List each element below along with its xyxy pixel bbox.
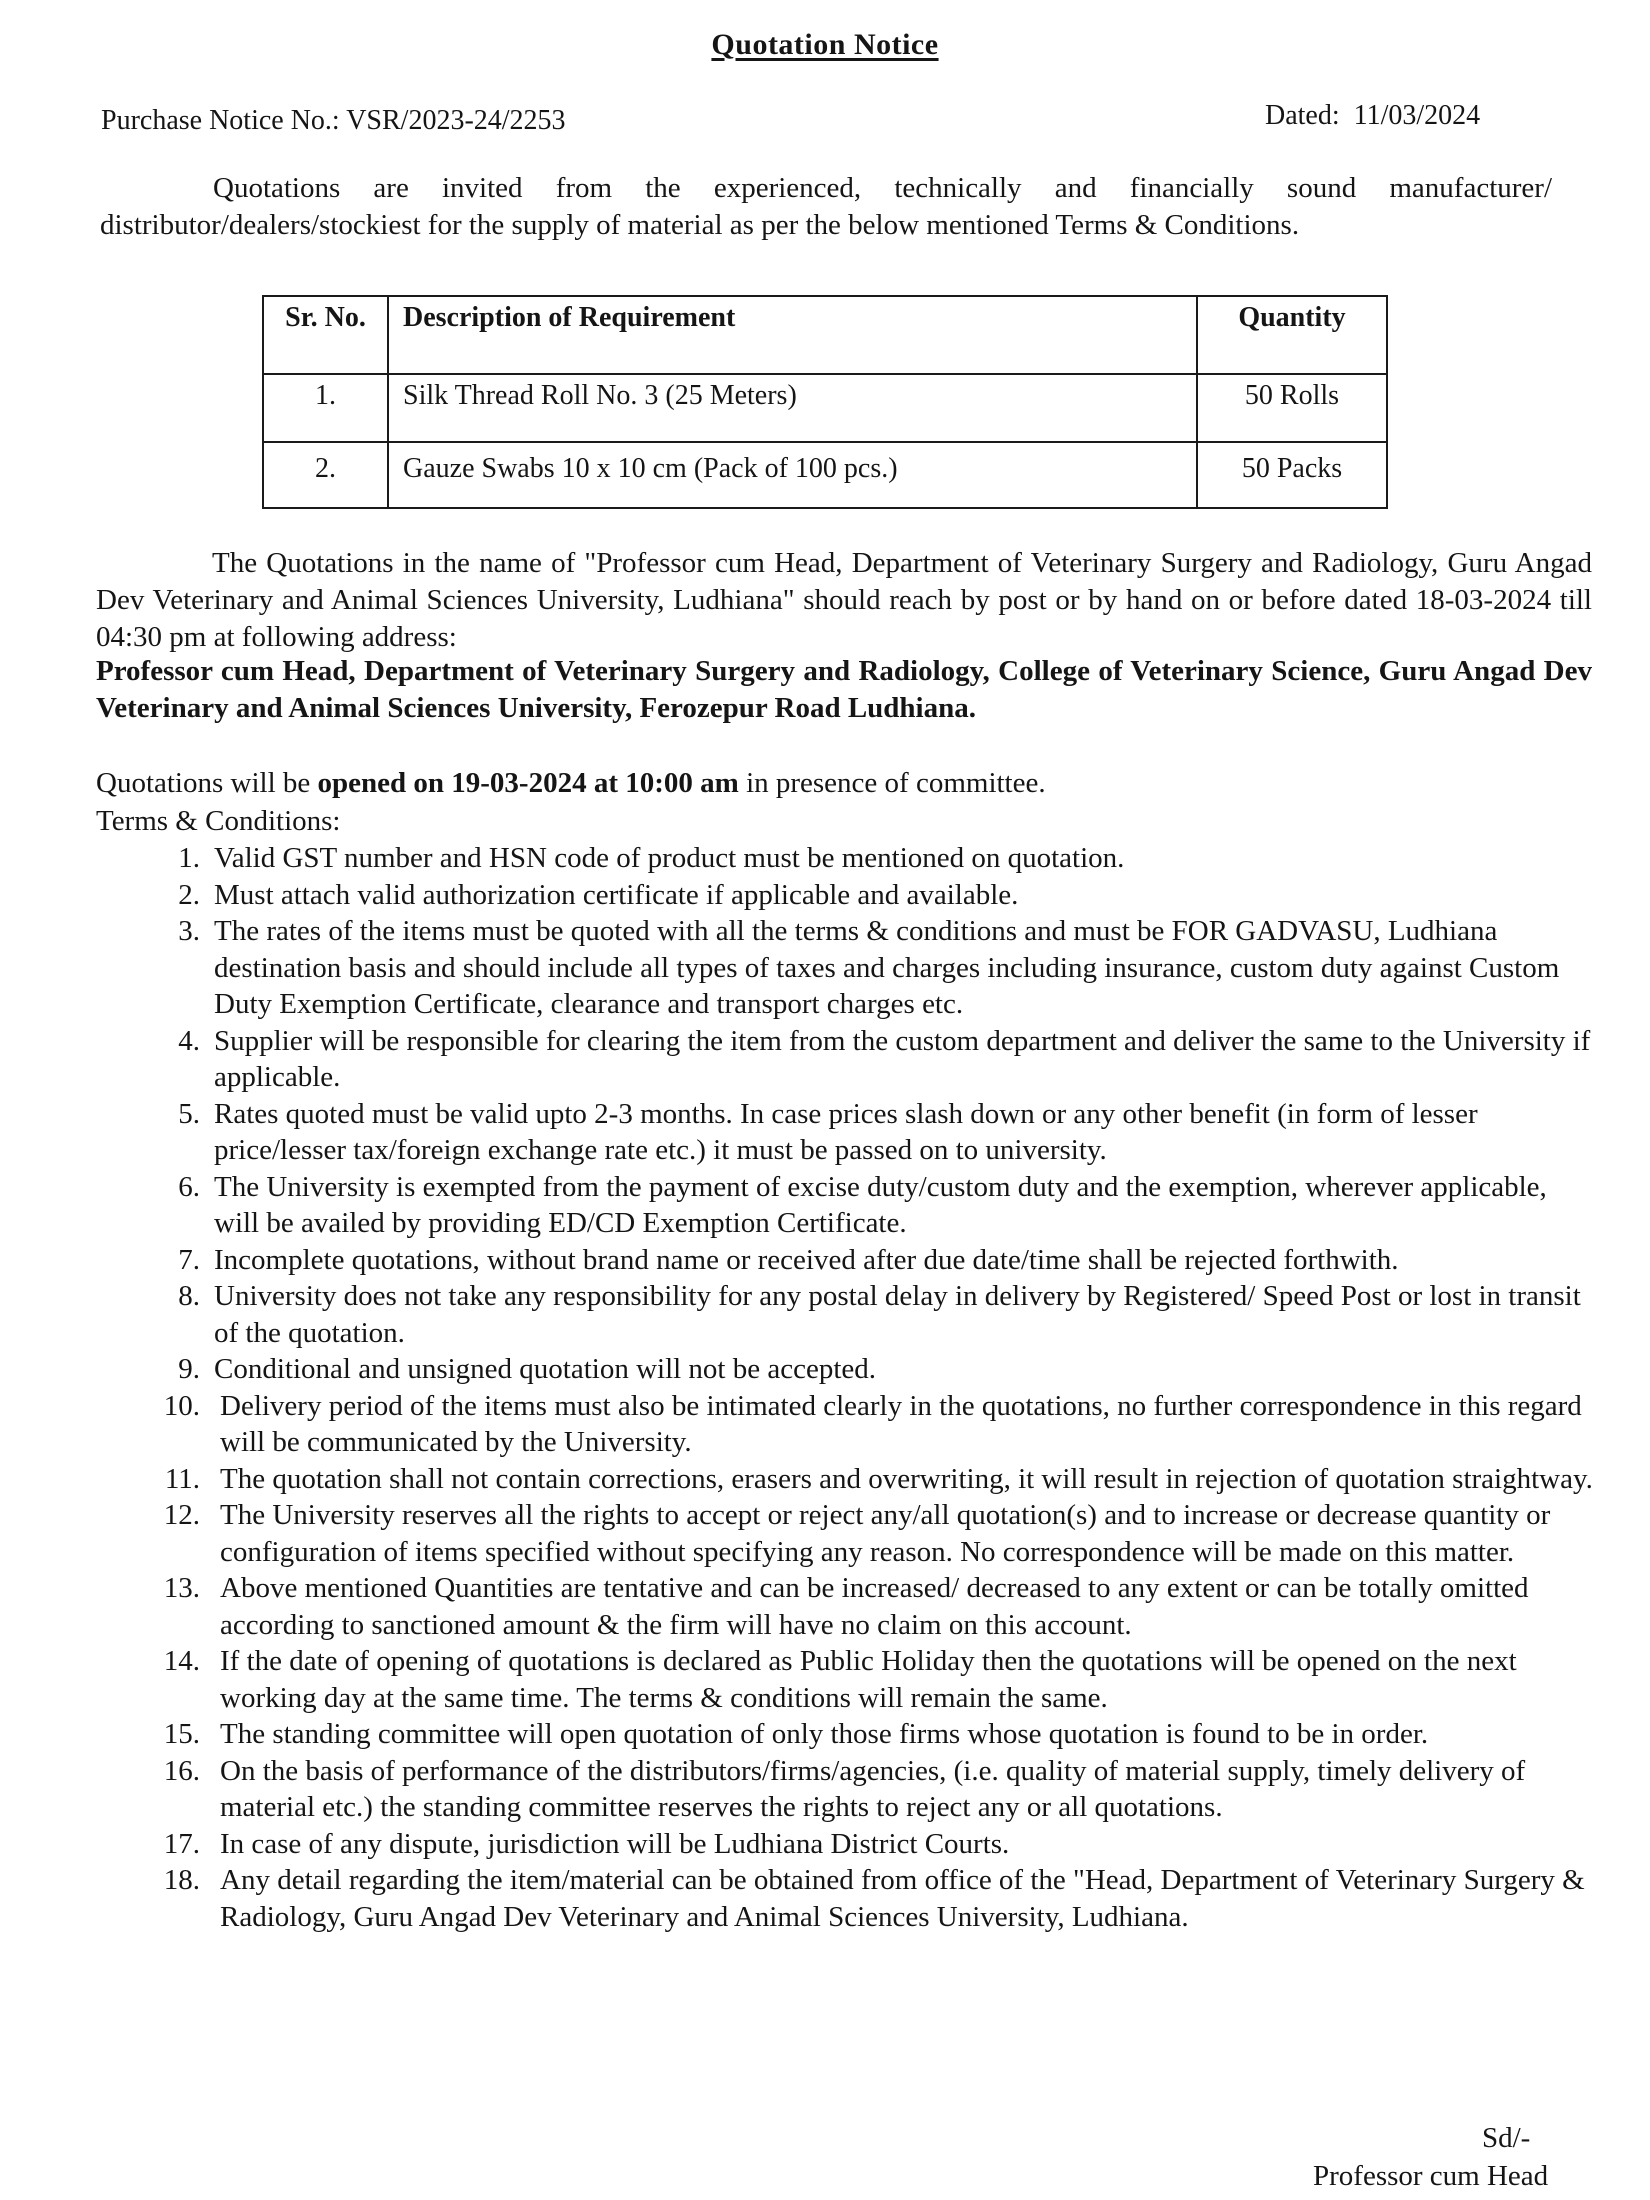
- submission-paragraph: The Quotations in the name of "Professor cum Head, Department of Veterinary Surgery and Radiology, Guru Angad Dev Veterinary and Animal Sciences University, Ludhiana" should reach by post or by hand on or before dated 18-03-2024 till 04:30 pm at following address:: [96, 547, 1592, 653]
- terms-heading: Terms & Conditions:: [96, 805, 341, 837]
- term-item: [148, 1278, 1593, 1351]
- term-item: [148, 1351, 1593, 1388]
- term-number: 18.: [163, 1864, 200, 1896]
- term-text: The quotation shall not contain corrections, erasers and overwriting, it will result in rejection of quotation straightway.: [220, 1462, 1593, 1495]
- term-item: [148, 1096, 1593, 1169]
- term-item: [148, 913, 1593, 1023]
- term-number: 13.: [163, 1572, 200, 1604]
- term-text: The standing committee will open quotation of only those firms whose quotation is found to be in order.: [220, 1718, 1429, 1750]
- terms-list: [148, 840, 1593, 1935]
- term-item: [148, 1716, 1593, 1753]
- term-item: [148, 1023, 1593, 1096]
- header-quantity: Quantity: [1197, 296, 1387, 374]
- cell-description: Silk Thread Roll No. 3 (25 Meters): [388, 374, 1197, 442]
- term-number: 8.: [178, 1280, 200, 1312]
- term-item: [148, 1570, 1593, 1643]
- term-item: [148, 877, 1593, 914]
- term-text: The rates of the items must be quoted with all the terms & conditions and must be FOR GADVASU, Ludhiana destination basis and should include all types of taxes and charges including insurance, custom duty against Custom Duty Exemption Certificate, clearance and transport charges etc.: [214, 915, 1560, 1020]
- intro-paragraph: Quotations are invited from the experienced, technically and financially sound manufacturer/ distributor/dealers/stockiest for the supply of material as per the below mentioned Terms & Conditions.: [100, 172, 1552, 241]
- term-number: 11.: [164, 1462, 200, 1495]
- term-number: 4.: [178, 1024, 200, 1057]
- term-number: 9.: [178, 1353, 200, 1385]
- term-text: Delivery period of the items must also be intimated clearly in the quotations, no further correspondence in this regard will be communicated by the University.: [220, 1389, 1582, 1458]
- term-text: University does not take any responsibility for any postal delay in delivery by Registered/ Speed Post or lost in transit of the quotation.: [214, 1280, 1581, 1349]
- opening-info: [96, 765, 1596, 802]
- term-text: Valid GST number and HSN code of product must be mentioned on quotation.: [214, 842, 1125, 874]
- term-text: Above mentioned Quantities are tentative and can be increased/ decreased to any extent or can be totally omitted according to sanctioned amount & the firm will have no claim on this account.: [220, 1572, 1529, 1641]
- term-number: 7.: [178, 1243, 200, 1276]
- intro-paragraph-wrap: [100, 170, 1552, 244]
- table-row: [263, 374, 1387, 442]
- signature-sd: Sd/-: [1482, 2122, 1531, 2154]
- term-number: 14.: [163, 1645, 200, 1677]
- table-header-row: [263, 296, 1387, 374]
- term-text: Rates quoted must be valid upto 2-3 months. In case prices slash down or any other benefit (in form of lesser price/lesser tax/foreign exchange rate etc.) it must be passed on to university.: [214, 1097, 1478, 1166]
- submission-paragraph-wrap: [96, 545, 1592, 656]
- opening-info-pre: Quotations will be: [96, 767, 318, 799]
- term-text: Must attach valid authorization certificate if applicable and available.: [214, 878, 1019, 911]
- term-item: [148, 840, 1593, 877]
- term-item: [148, 1753, 1593, 1826]
- document-title: Quotation Notice: [711, 28, 939, 61]
- cell-sr-no: 1.: [263, 374, 388, 442]
- term-item: [148, 1169, 1593, 1242]
- term-item: [148, 1862, 1593, 1935]
- cell-quantity: 50 Rolls: [1197, 374, 1387, 442]
- term-text: The University reserves all the rights to accept or reject any/all quotation(s) and to increase or decrease quantity or configuration of items specified without specifying any reason. No correspondence will be made on this matter.: [220, 1499, 1551, 1568]
- opening-info-post: in presence of committee.: [738, 767, 1046, 799]
- opening-date-time: opened on 19-03-2024 at 10:00 am: [317, 767, 739, 799]
- term-item: [148, 1242, 1593, 1279]
- header-description: Description of Requirement: [388, 296, 1197, 374]
- term-number: 3.: [178, 915, 200, 947]
- signatory-designation: Professor cum Head: [1313, 2160, 1549, 2192]
- term-number: 2.: [178, 878, 200, 911]
- term-number: 1.: [178, 842, 200, 874]
- term-text: Conditional and unsigned quotation will not be accepted.: [214, 1353, 877, 1385]
- term-item: [148, 1643, 1593, 1716]
- term-number: 10.: [163, 1389, 200, 1422]
- term-text: If the date of opening of quotations is declared as Public Holiday then the quotations will be opened on the next working day at the same time. The terms & conditions will remain the same.: [220, 1645, 1517, 1714]
- notice-date: Dated: 11/03/2024: [1265, 100, 1481, 131]
- term-number: 16.: [163, 1754, 200, 1787]
- term-text: In case of any dispute, jurisdiction will be Ludhiana District Courts.: [220, 1827, 1010, 1860]
- term-number: 12.: [163, 1499, 200, 1531]
- term-text: Incomplete quotations, without brand name or received after due date/time shall be rejected forthwith.: [214, 1243, 1399, 1276]
- cell-sr-no: 2.: [263, 442, 388, 508]
- requirements-table: [262, 295, 1388, 509]
- term-item: [148, 1388, 1593, 1461]
- term-number: 17.: [163, 1827, 200, 1860]
- header-sr-no: Sr. No.: [263, 296, 388, 374]
- term-text: The University is exempted from the payment of excise duty/custom duty and the exemption, wherever applicable, will be availed by providing ED/CD Exemption Certificate.: [214, 1170, 1547, 1239]
- term-item: [148, 1826, 1593, 1863]
- purchase-notice-number: Purchase Notice No.: VSR/2023-24/2253: [101, 105, 566, 136]
- document-title-wrap: [0, 26, 1650, 64]
- term-text: On the basis of performance of the distributors/firms/agencies, (i.e. quality of material supply, timely delivery of material etc.) the standing committee reserves the rights to reject any or all quotations.: [220, 1754, 1526, 1823]
- term-item: [148, 1461, 1593, 1498]
- term-number: 15.: [163, 1718, 200, 1750]
- submission-address: Professor cum Head, Department of Veterinary Surgery and Radiology, College of Veterinary Science, Guru Angad Dev Veterinary and Animal Sciences University, Ferozepur Road Ludhiana.: [96, 655, 1592, 724]
- cell-description: Gauze Swabs 10 x 10 cm (Pack of 100 pcs.): [388, 442, 1197, 508]
- term-text: Supplier will be responsible for clearing the item from the custom department and deliver the same to the University if applicable.: [214, 1024, 1591, 1093]
- cell-quantity: 50 Packs: [1197, 442, 1387, 508]
- table-row: [263, 442, 1387, 508]
- term-item: [148, 1497, 1593, 1570]
- term-text: Any detail regarding the item/material can be obtained from office of the "Head, Department of Veterinary Surgery & Radiology, Guru Angad Dev Veterinary and Animal Sciences University, Ludhiana.: [220, 1864, 1585, 1933]
- term-number: 6.: [178, 1170, 200, 1203]
- term-number: 5.: [178, 1097, 200, 1130]
